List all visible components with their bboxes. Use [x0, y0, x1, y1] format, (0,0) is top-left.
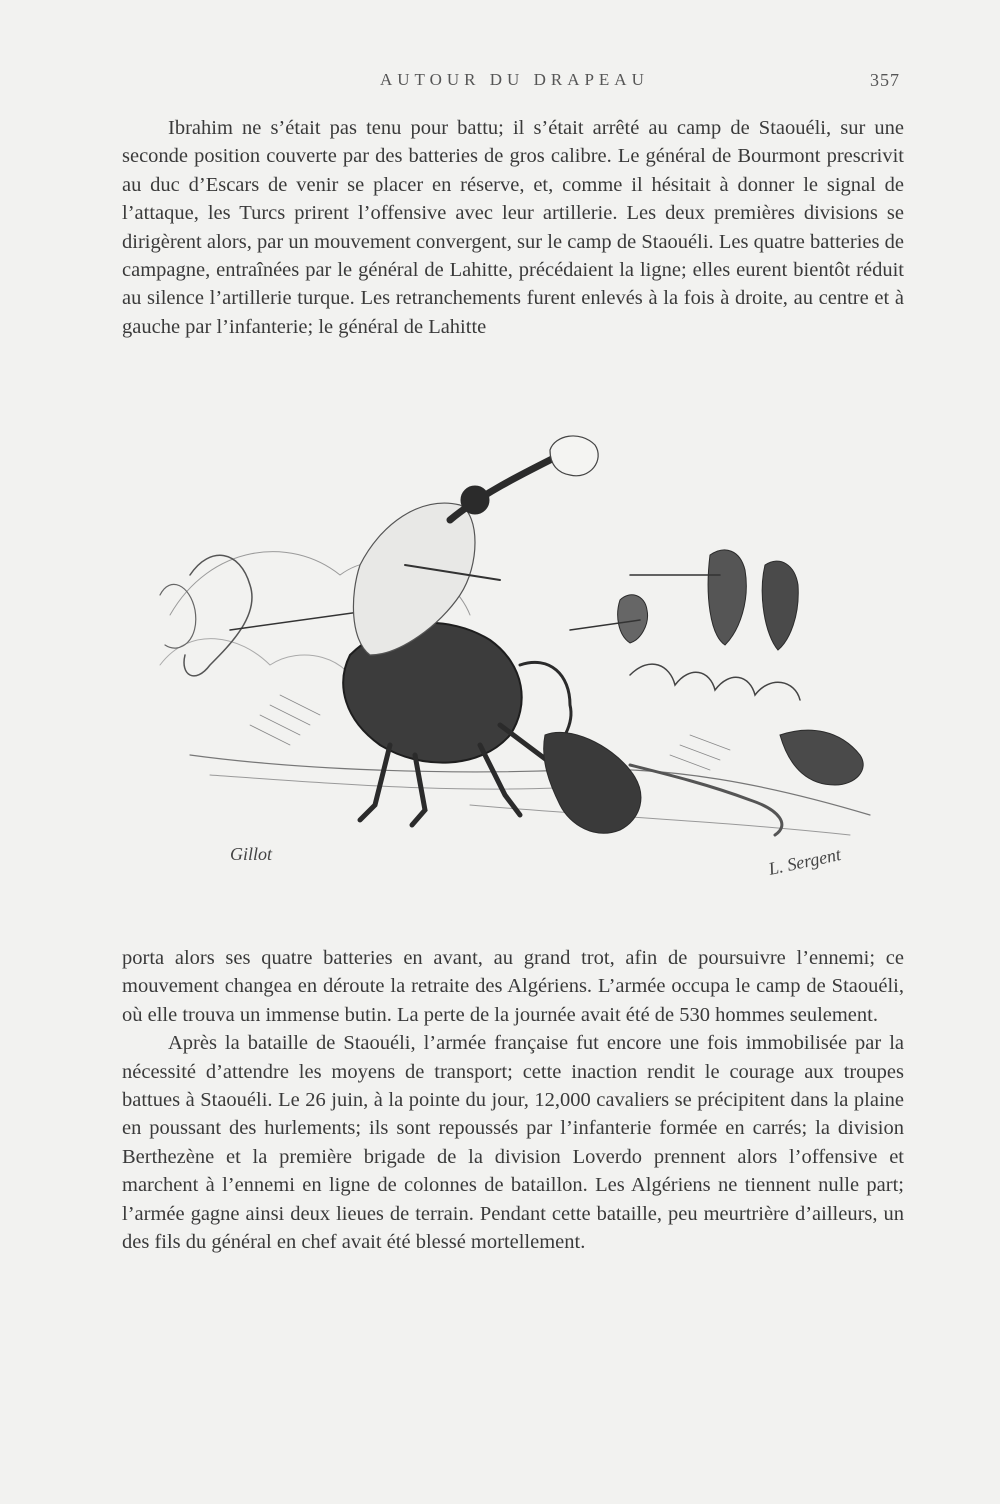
smoke-cloud — [160, 639, 360, 695]
running-title: AUTOUR DU DRAPEAU — [380, 70, 649, 89]
artist-signature: L. Sergent — [766, 844, 843, 879]
bottom-text-block — [122, 944, 904, 1256]
paragraph-opening: Ibrahim ne s’était pas tenu pour battu; il s’était arrêté au camp de Staouéli, sur une seconde position couverte par des batteries de gros calibre. Le général de Bourmont prescrivit au duc d’Escars de venir se placer en réserve, et, comme il hésitait à donner le signal de l’attaque, les Turcs prirent l’offensive avec leur artillerie. Les deux premières divisions se dirigèrent alors, par un mouvement convergent, sur le camp de Staouéli. Les quatre batteries de campagne, entraînées par le général de Lahitte, précédaient la ligne; elles eurent bientôt réduit au silence l’artillerie turque. Les retranchements furent enlevés à la fois à droite, au centre et à gauche par l’infanterie; le général de Lahitte — [122, 117, 904, 338]
paragraph-second: Après la bataille de Staouéli, l’armée française fut encore une fois immobilisée par la nécessité d’attendre les moyens de transport; cette inaction rendit le courage aux troupes battues à Staouéli. Le 26 juin, à la pointe du jour, 12,000 cavaliers se précipitent dans la plaine en poussant des hurlements; ils sont repoussés par l’infanterie formée en carrés; la division Berthezène et la première brigade de la division Loverdo prennent alors l’offensive et marchent à l’ennemi en ligne de colonnes de bataillon. Les Algériens ne tiennent nulle part; l’armée gagne ainsi deux lieues de terrain. Pendant cette bataille, peu meurtrière d’ailleurs, un des fils du général en chef avait été blessé mortellement. — [122, 1032, 904, 1254]
ground-line — [470, 805, 850, 835]
shading-hatch — [250, 695, 320, 745]
horse-leg — [360, 745, 390, 820]
horse-leg — [480, 745, 520, 815]
cactus-hedge — [630, 664, 800, 700]
paragraph-continuation: porta alors ses quatre batteries en avant, au grand trot, afin de poursuivre l’ennemi; ce mouvement changea en déroute la retraite des Algériens. L’armée occupa le camp de Staouéli, où elle trouva un immense butin. La perte de la journée avait été de 530 hommes seulement. — [122, 947, 904, 1026]
infantry-soldier — [762, 561, 798, 650]
ground-line — [190, 755, 870, 815]
infantry-soldier — [618, 595, 648, 643]
fleeing-rider — [184, 555, 252, 676]
top-text-block — [122, 114, 904, 341]
fallen-soldier-legs — [630, 765, 782, 835]
fleeing-rider — [160, 584, 196, 648]
trophy-cloth — [550, 436, 598, 476]
battle-illustration — [150, 425, 890, 920]
rider-head — [461, 486, 489, 514]
infantry-soldier — [708, 550, 746, 645]
page-number: 357 — [870, 70, 900, 90]
shading-hatch — [670, 735, 730, 770]
horse-leg — [412, 755, 425, 825]
fallen-soldier — [544, 732, 641, 833]
fallen-soldier-right — [780, 730, 863, 785]
engraver-signature: Gillot — [230, 844, 273, 864]
page-header — [120, 70, 900, 100]
battle-engraving — [150, 425, 890, 920]
